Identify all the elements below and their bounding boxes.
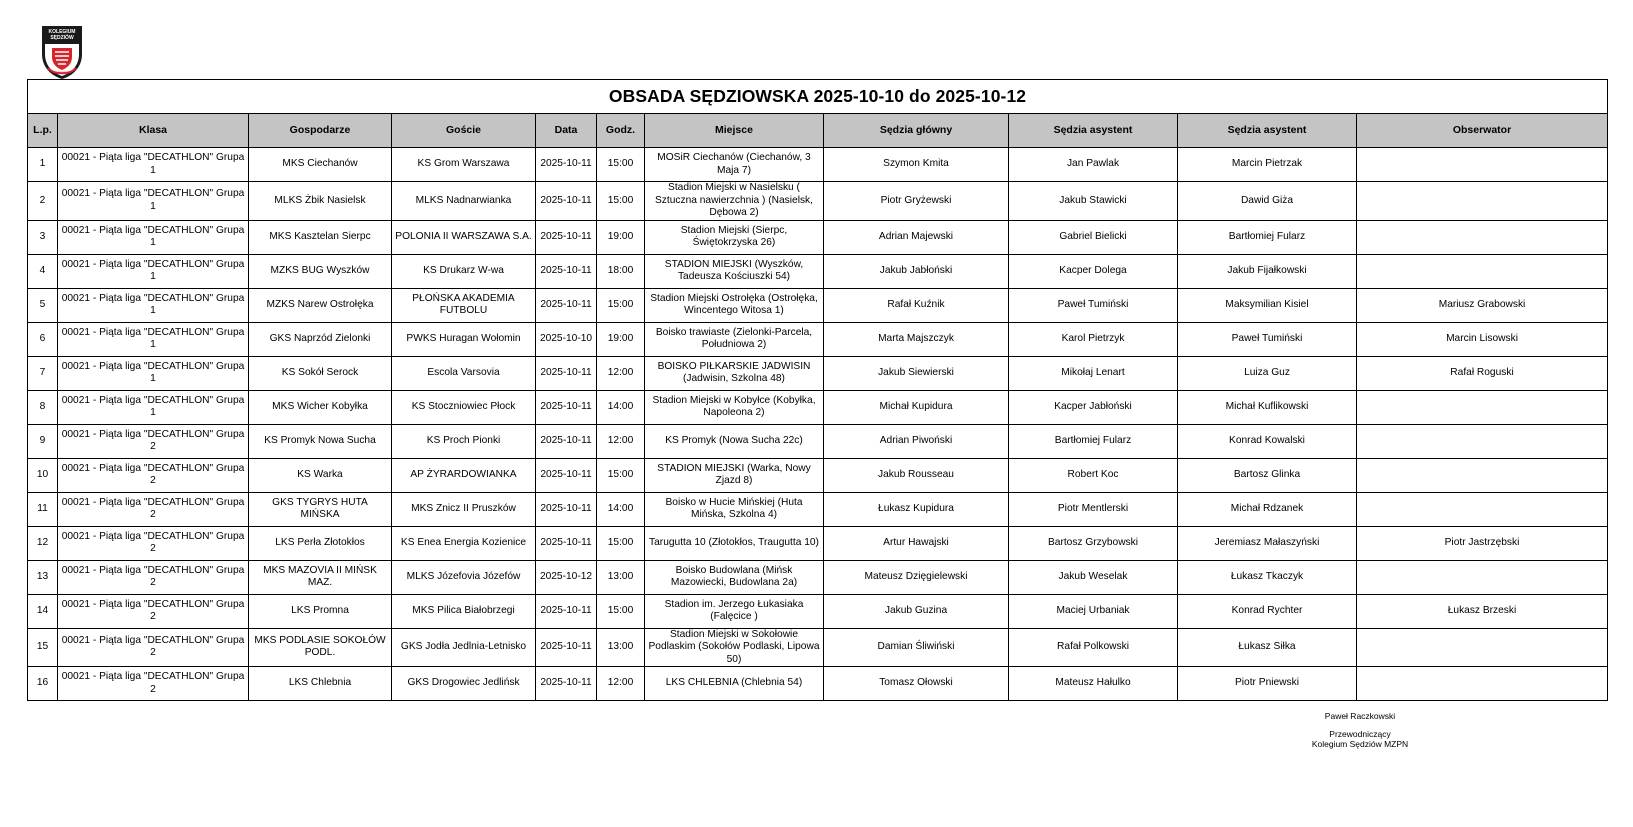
- cell-data: 2025-10-11: [536, 628, 597, 667]
- cell-sedzia-asystent-2: Łukasz Tkaczyk: [1178, 560, 1357, 594]
- cell-sedzia-glowny: Jakub Rousseau: [824, 458, 1009, 492]
- cell-sedzia-glowny: Tomasz Ołowski: [824, 667, 1009, 701]
- table-row: [28, 182, 1608, 221]
- cell-klasa: 00021 - Piąta liga "DECATHLON" Grupa 1: [58, 356, 249, 390]
- table-row: [28, 148, 1608, 182]
- cell-sedzia-asystent-2: Luiza Guz: [1178, 356, 1357, 390]
- cell-obserwator: [1357, 458, 1608, 492]
- cell-miejsce: LKS CHLEBNIA (Chlebnia 54): [645, 667, 824, 701]
- cell-sedzia-asystent-1: Kacper Dolega: [1009, 254, 1178, 288]
- table-row: [28, 492, 1608, 526]
- kolegium-sedziow-logo: [40, 24, 84, 80]
- cell-sedzia-glowny: Artur Hawajski: [824, 526, 1009, 560]
- cell-goscie: AP ŻYRARDOWIANKA: [392, 458, 536, 492]
- cell-klasa: 00021 - Piąta liga "DECATHLON" Grupa 2: [58, 424, 249, 458]
- cell-sedzia-asystent-1: Jan Pawlak: [1009, 148, 1178, 182]
- cell-sedzia-glowny: Jakub Guzina: [824, 594, 1009, 628]
- cell-sedzia-asystent-2: Dawid Giża: [1178, 182, 1357, 221]
- cell-gospodarze: GKS Naprzód Zielonki: [249, 322, 392, 356]
- cell-miejsce: Stadion Miejski (Sierpc, Świętokrzyska 26): [645, 220, 824, 254]
- cell-lp: 15: [28, 628, 58, 667]
- cell-miejsce: Boisko trawiaste (Zielonki-Parcela, Południowa 2): [645, 322, 824, 356]
- cell-sedzia-asystent-2: Paweł Tumiński: [1178, 322, 1357, 356]
- header-sedzia-asystent-2: Sędzia asystent: [1178, 114, 1357, 148]
- table-row: [28, 254, 1608, 288]
- table-row: [28, 424, 1608, 458]
- cell-sedzia-asystent-2: Konrad Kowalski: [1178, 424, 1357, 458]
- cell-sedzia-glowny: Mateusz Dzięgielewski: [824, 560, 1009, 594]
- cell-lp: 5: [28, 288, 58, 322]
- cell-obserwator: [1357, 182, 1608, 221]
- cell-data: 2025-10-11: [536, 458, 597, 492]
- cell-gospodarze: MKS Kasztelan Sierpc: [249, 220, 392, 254]
- cell-data: 2025-10-11: [536, 148, 597, 182]
- cell-data: 2025-10-11: [536, 390, 597, 424]
- cell-godz: 15:00: [597, 288, 645, 322]
- cell-data: 2025-10-11: [536, 667, 597, 701]
- table-row: [28, 458, 1608, 492]
- cell-lp: 4: [28, 254, 58, 288]
- cell-sedzia-asystent-1: Bartosz Grzybowski: [1009, 526, 1178, 560]
- header-gospodarze: Gospodarze: [249, 114, 392, 148]
- table-row: [28, 322, 1608, 356]
- cell-gospodarze: KS Promyk Nowa Sucha: [249, 424, 392, 458]
- cell-miejsce: Stadion Miejski w Kobyłce (Kobyłka, Napoleona 2): [645, 390, 824, 424]
- cell-gospodarze: GKS TYGRYS HUTA MIŃSKA: [249, 492, 392, 526]
- cell-goscie: Escola Varsovia: [392, 356, 536, 390]
- cell-gospodarze: LKS Perła Złotokłos: [249, 526, 392, 560]
- cell-goscie: MKS Znicz II Pruszków: [392, 492, 536, 526]
- cell-sedzia-glowny: Damian Śliwiński: [824, 628, 1009, 667]
- cell-data: 2025-10-11: [536, 594, 597, 628]
- cell-miejsce: BOISKO PIŁKARSKIE JADWISIN (Jadwisin, Szkolna 48): [645, 356, 824, 390]
- cell-godz: 19:00: [597, 220, 645, 254]
- cell-gospodarze: MZKS Narew Ostrołęka: [249, 288, 392, 322]
- cell-sedzia-glowny: Jakub Siewierski: [824, 356, 1009, 390]
- cell-lp: 13: [28, 560, 58, 594]
- cell-goscie: PWKS Huragan Wołomin: [392, 322, 536, 356]
- table-row: [28, 667, 1608, 701]
- cell-sedzia-asystent-1: Gabriel Bielicki: [1009, 220, 1178, 254]
- cell-godz: 15:00: [597, 182, 645, 221]
- cell-data: 2025-10-11: [536, 526, 597, 560]
- header-godz: Godz.: [597, 114, 645, 148]
- cell-obserwator: [1357, 424, 1608, 458]
- table-row: [28, 288, 1608, 322]
- signature-name: Paweł Raczkowski: [1324, 711, 1396, 721]
- cell-klasa: 00021 - Piąta liga "DECATHLON" Grupa 2: [58, 560, 249, 594]
- cell-miejsce: Boisko w Hucie Mińskiej (Huta Mińska, Szkolna 4): [645, 492, 824, 526]
- cell-sedzia-asystent-2: Marcin Pietrzak: [1178, 148, 1357, 182]
- signature-organization: Kolegium Sędziów MZPN: [1311, 739, 1409, 749]
- cell-goscie: MKS Pilica Białobrzegi: [392, 594, 536, 628]
- cell-miejsce: STADION MIEJSKI (Warka, Nowy Zjazd 8): [645, 458, 824, 492]
- header-klasa: Klasa: [58, 114, 249, 148]
- cell-godz: 15:00: [597, 594, 645, 628]
- table-body: [28, 148, 1608, 701]
- cell-obserwator: Mariusz Grabowski: [1357, 288, 1608, 322]
- cell-gospodarze: MKS PODLASIE SOKOŁÓW PODL.: [249, 628, 392, 667]
- cell-miejsce: Stadion Miejski w Nasielsku ( Sztuczna nawierzchnia ) (Nasielsk, Dębowa 2): [645, 182, 824, 221]
- cell-lp: 16: [28, 667, 58, 701]
- cell-sedzia-asystent-1: Bartłomiej Fularz: [1009, 424, 1178, 458]
- cell-godz: 12:00: [597, 667, 645, 701]
- table-row: [28, 390, 1608, 424]
- cell-klasa: 00021 - Piąta liga "DECATHLON" Grupa 2: [58, 458, 249, 492]
- cell-lp: 6: [28, 322, 58, 356]
- cell-goscie: KS Drukarz W-wa: [392, 254, 536, 288]
- cell-sedzia-glowny: Łukasz Kupidura: [824, 492, 1009, 526]
- cell-gospodarze: MZKS BUG Wyszków: [249, 254, 392, 288]
- cell-lp: 12: [28, 526, 58, 560]
- cell-godz: 12:00: [597, 356, 645, 390]
- table-row: [28, 526, 1608, 560]
- cell-gospodarze: MKS Wicher Kobyłka: [249, 390, 392, 424]
- table-header: [28, 114, 1608, 148]
- cell-godz: 13:00: [597, 560, 645, 594]
- cell-sedzia-asystent-2: Michał Rdzanek: [1178, 492, 1357, 526]
- cell-sedzia-asystent-1: Kacper Jabłoński: [1009, 390, 1178, 424]
- cell-gospodarze: LKS Chlebnia: [249, 667, 392, 701]
- cell-godz: 15:00: [597, 458, 645, 492]
- header-sedzia-asystent-1: Sędzia asystent: [1009, 114, 1178, 148]
- cell-sedzia-asystent-1: Jakub Stawicki: [1009, 182, 1178, 221]
- cell-goscie: MLKS Józefovia Józefów: [392, 560, 536, 594]
- cell-klasa: 00021 - Piąta liga "DECATHLON" Grupa 1: [58, 254, 249, 288]
- cell-sedzia-asystent-1: Piotr Mentlerski: [1009, 492, 1178, 526]
- cell-obserwator: [1357, 148, 1608, 182]
- cell-sedzia-glowny: Rafał Kuźnik: [824, 288, 1009, 322]
- cell-sedzia-glowny: Marta Majszczyk: [824, 322, 1009, 356]
- cell-sedzia-glowny: Michał Kupidura: [824, 390, 1009, 424]
- header-data: Data: [536, 114, 597, 148]
- cell-data: 2025-10-11: [536, 220, 597, 254]
- cell-godz: 19:00: [597, 322, 645, 356]
- cell-gospodarze: LKS Promna: [249, 594, 392, 628]
- cell-obserwator: [1357, 390, 1608, 424]
- cell-sedzia-asystent-1: Rafał Polkowski: [1009, 628, 1178, 667]
- cell-gospodarze: MKS MAZOVIA II MIŃSK MAZ.: [249, 560, 392, 594]
- cell-sedzia-glowny: Piotr Gryżewski: [824, 182, 1009, 221]
- cell-obserwator: [1357, 667, 1608, 701]
- cell-goscie: KS Enea Energia Kozienice: [392, 526, 536, 560]
- cell-sedzia-asystent-1: Paweł Tumiński: [1009, 288, 1178, 322]
- cell-klasa: 00021 - Piąta liga "DECATHLON" Grupa 1: [58, 288, 249, 322]
- svg-text:MAZOWIECKI: MAZOWIECKI: [53, 71, 71, 75]
- cell-miejsce: KS Promyk (Nowa Sucha 22c): [645, 424, 824, 458]
- cell-lp: 8: [28, 390, 58, 424]
- cell-sedzia-asystent-2: Maksymilian Kisiel: [1178, 288, 1357, 322]
- cell-obserwator: [1357, 220, 1608, 254]
- cell-gospodarze: MLKS Żbik Nasielsk: [249, 182, 392, 221]
- table-row: [28, 560, 1608, 594]
- cell-goscie: KS Stoczniowiec Płock: [392, 390, 536, 424]
- table-row: [28, 594, 1608, 628]
- cell-goscie: MLKS Nadnarwianka: [392, 182, 536, 221]
- cell-sedzia-glowny: Jakub Jabłoński: [824, 254, 1009, 288]
- cell-miejsce: Stadion Miejski w Sokołowie Podlaskim (Sokołów Podlaski, Lipowa 50): [645, 628, 824, 667]
- cell-data: 2025-10-12: [536, 560, 597, 594]
- cell-goscie: PŁOŃSKA AKADEMIA FUTBOLU: [392, 288, 536, 322]
- cell-miejsce: MOSiR Ciechanów (Ciechanów, 3 Maja 7): [645, 148, 824, 182]
- cell-sedzia-asystent-2: Łukasz Siłka: [1178, 628, 1357, 667]
- cell-sedzia-asystent-2: Konrad Rychter: [1178, 594, 1357, 628]
- cell-miejsce: Boisko Budowlana (Mińsk Mazowiecki, Budowlana 2a): [645, 560, 824, 594]
- referee-assignment-sheet: [27, 79, 1607, 701]
- cell-obserwator: [1357, 560, 1608, 594]
- assignment-table: [27, 79, 1608, 701]
- cell-godz: 15:00: [597, 148, 645, 182]
- cell-data: 2025-10-11: [536, 254, 597, 288]
- cell-data: 2025-10-11: [536, 182, 597, 221]
- cell-miejsce: Stadion Miejski Ostrołęka (Ostrołęka, Wincentego Witosa 1): [645, 288, 824, 322]
- cell-lp: 11: [28, 492, 58, 526]
- cell-sedzia-asystent-2: Jakub Fijałkowski: [1178, 254, 1357, 288]
- cell-goscie: GKS Jodła Jedlnia-Letnisko: [392, 628, 536, 667]
- cell-obserwator: [1357, 254, 1608, 288]
- cell-sedzia-asystent-1: Maciej Urbaniak: [1009, 594, 1178, 628]
- cell-sedzia-asystent-1: Jakub Weselak: [1009, 560, 1178, 594]
- cell-sedzia-asystent-2: Piotr Pniewski: [1178, 667, 1357, 701]
- signature-role: Przewodniczący: [1329, 729, 1391, 739]
- table-row: [28, 220, 1608, 254]
- cell-data: 2025-10-11: [536, 492, 597, 526]
- cell-sedzia-asystent-2: Michał Kuflikowski: [1178, 390, 1357, 424]
- cell-sedzia-asystent-2: Bartłomiej Fularz: [1178, 220, 1357, 254]
- cell-godz: 13:00: [597, 628, 645, 667]
- cell-lp: 10: [28, 458, 58, 492]
- cell-obserwator: Rafał Roguski: [1357, 356, 1608, 390]
- cell-data: 2025-10-10: [536, 322, 597, 356]
- cell-sedzia-asystent-2: Bartosz Glinka: [1178, 458, 1357, 492]
- cell-sedzia-asystent-1: Mateusz Hałulko: [1009, 667, 1178, 701]
- table-row: [28, 628, 1608, 667]
- header-miejsce: Miejsce: [645, 114, 824, 148]
- cell-klasa: 00021 - Piąta liga "DECATHLON" Grupa 1: [58, 148, 249, 182]
- cell-godz: 18:00: [597, 254, 645, 288]
- cell-sedzia-asystent-1: Karol Pietrzyk: [1009, 322, 1178, 356]
- cell-sedzia-glowny: Adrian Piwoński: [824, 424, 1009, 458]
- cell-obserwator: Piotr Jastrzębski: [1357, 526, 1608, 560]
- header-obserwator: Obserwator: [1357, 114, 1608, 148]
- cell-obserwator: Łukasz Brzeski: [1357, 594, 1608, 628]
- cell-klasa: 00021 - Piąta liga "DECATHLON" Grupa 2: [58, 628, 249, 667]
- cell-sedzia-glowny: Adrian Majewski: [824, 220, 1009, 254]
- svg-text:KOLEGIUM: KOLEGIUM: [48, 29, 76, 35]
- cell-klasa: 00021 - Piąta liga "DECATHLON" Grupa 1: [58, 322, 249, 356]
- cell-sedzia-asystent-1: Mikołaj Lenart: [1009, 356, 1178, 390]
- table-row: [28, 356, 1608, 390]
- header-sedzia-glowny: Sędzia główny: [824, 114, 1009, 148]
- cell-miejsce: STADION MIEJSKI (Wyszków, Tadeusza Kościuszki 54): [645, 254, 824, 288]
- cell-klasa: 00021 - Piąta liga "DECATHLON" Grupa 2: [58, 667, 249, 701]
- cell-data: 2025-10-11: [536, 356, 597, 390]
- cell-lp: 14: [28, 594, 58, 628]
- cell-obserwator: [1357, 628, 1608, 667]
- header-goscie: Goście: [392, 114, 536, 148]
- cell-klasa: 00021 - Piąta liga "DECATHLON" Grupa 1: [58, 220, 249, 254]
- cell-gospodarze: KS Warka: [249, 458, 392, 492]
- cell-miejsce: Stadion im. Jerzego Łukasiaka (Falęcice ): [645, 594, 824, 628]
- cell-gospodarze: KS Sokół Serock: [249, 356, 392, 390]
- cell-klasa: 00021 - Piąta liga "DECATHLON" Grupa 2: [58, 594, 249, 628]
- cell-klasa: 00021 - Piąta liga "DECATHLON" Grupa 2: [58, 526, 249, 560]
- cell-klasa: 00021 - Piąta liga "DECATHLON" Grupa 2: [58, 492, 249, 526]
- cell-goscie: KS Proch Pionki: [392, 424, 536, 458]
- document-title: OBSADA SĘDZIOWSKA 2025-10-10 do 2025-10-12: [28, 80, 1608, 114]
- cell-klasa: 00021 - Piąta liga "DECATHLON" Grupa 1: [58, 390, 249, 424]
- cell-data: 2025-10-11: [536, 288, 597, 322]
- cell-godz: 12:00: [597, 424, 645, 458]
- cell-lp: 2: [28, 182, 58, 221]
- cell-goscie: POLONIA II WARSZAWA S.A.: [392, 220, 536, 254]
- cell-sedzia-asystent-1: Robert Koc: [1009, 458, 1178, 492]
- cell-godz: 14:00: [597, 492, 645, 526]
- shield-logo-icon: [40, 24, 84, 80]
- cell-godz: 14:00: [597, 390, 645, 424]
- cell-sedzia-glowny: Szymon Kmita: [824, 148, 1009, 182]
- header-lp: L.p.: [28, 114, 58, 148]
- cell-sedzia-asystent-2: Jeremiasz Małaszyński: [1178, 526, 1357, 560]
- cell-goscie: GKS Drogowiec Jedlińsk: [392, 667, 536, 701]
- cell-data: 2025-10-11: [536, 424, 597, 458]
- cell-godz: 15:00: [597, 526, 645, 560]
- cell-gospodarze: MKS Ciechanów: [249, 148, 392, 182]
- cell-obserwator: [1357, 492, 1608, 526]
- cell-goscie: KS Grom Warszawa: [392, 148, 536, 182]
- cell-miejsce: Tarugutta 10 (Złotokłos, Traugutta 10): [645, 526, 824, 560]
- svg-text:SĘDZIÓW: SĘDZIÓW: [50, 35, 74, 41]
- cell-lp: 7: [28, 356, 58, 390]
- cell-lp: 3: [28, 220, 58, 254]
- cell-obserwator: Marcin Lisowski: [1357, 322, 1608, 356]
- cell-lp: 1: [28, 148, 58, 182]
- cell-klasa: 00021 - Piąta liga "DECATHLON" Grupa 1: [58, 182, 249, 221]
- cell-lp: 9: [28, 424, 58, 458]
